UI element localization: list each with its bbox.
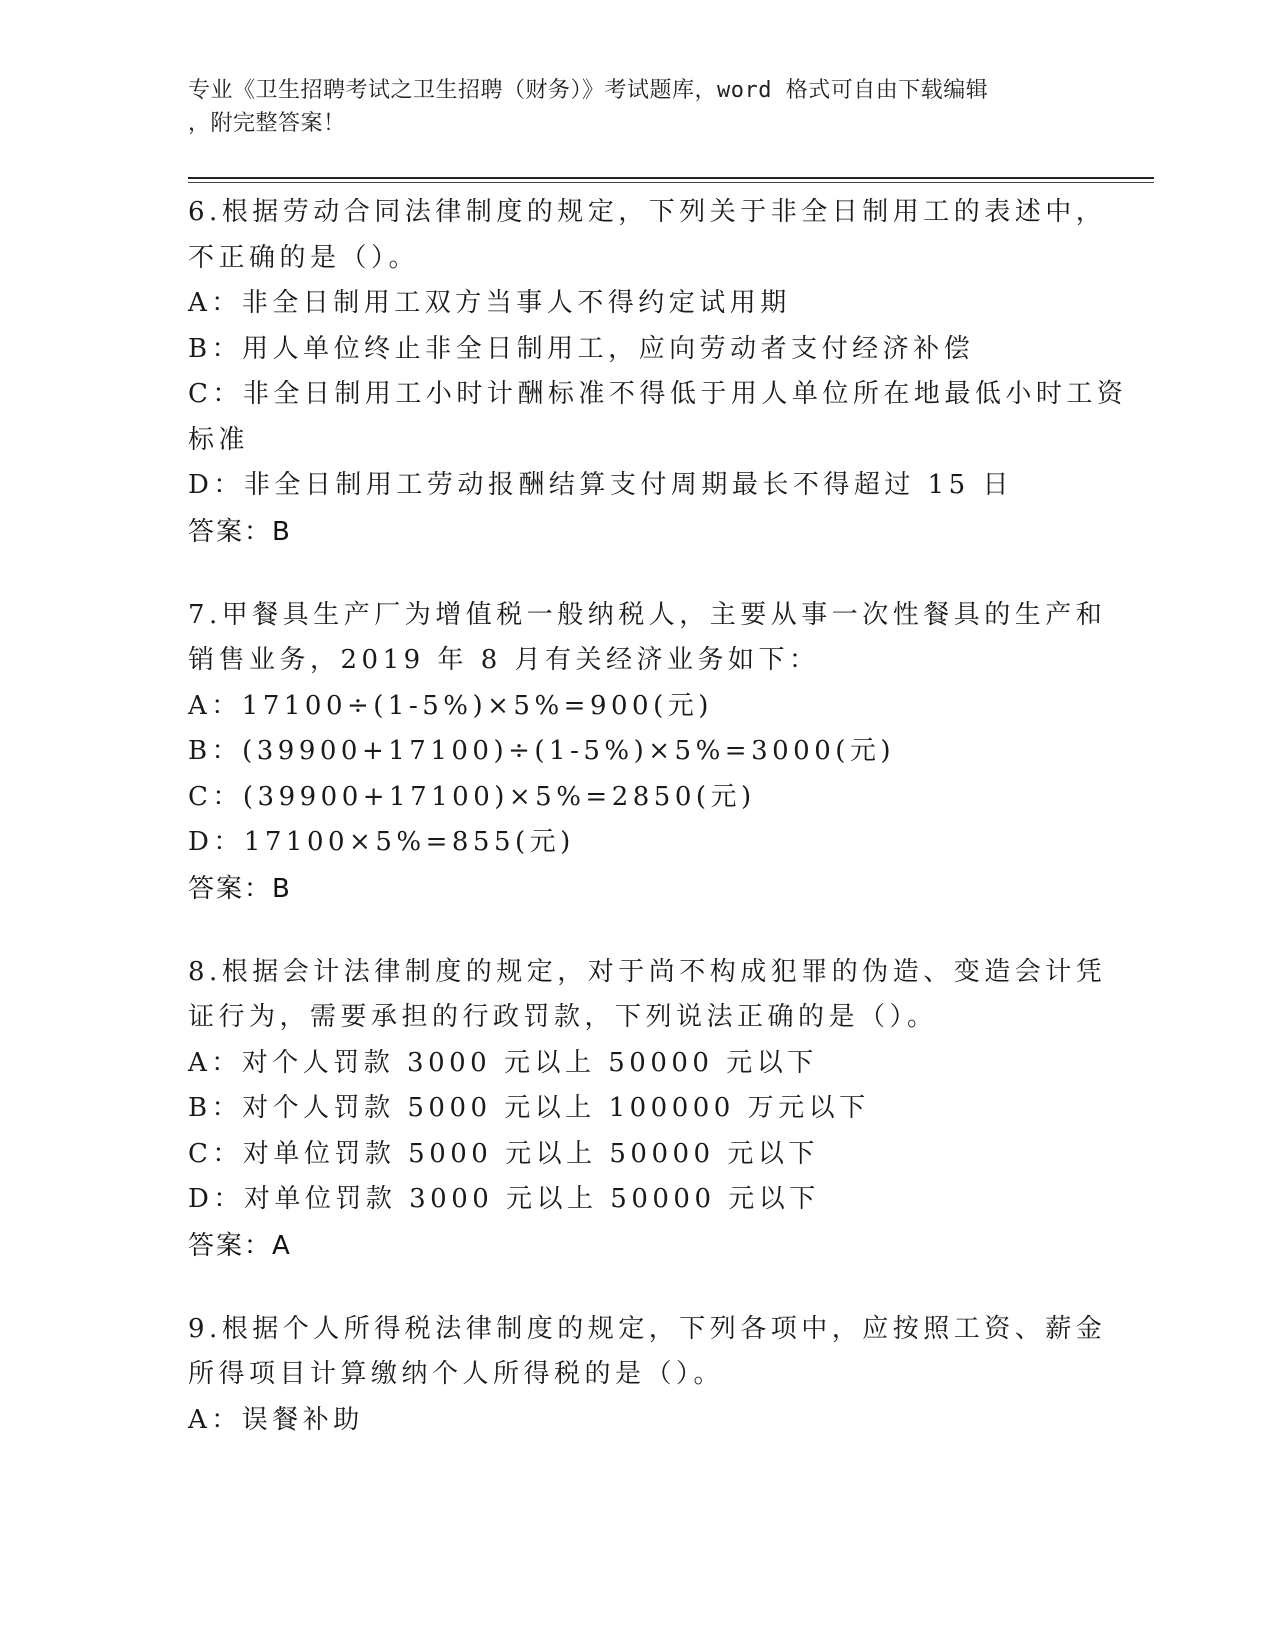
question-stem: 7.甲餐具生产厂为增值税一般纳税人，主要从事一次性餐具的生产和 [188, 599, 1107, 630]
question-6 [188, 190, 1128, 555]
option-d: D：17100×5%=855(元) [188, 827, 575, 857]
header-divider-thin [188, 182, 1154, 183]
option-d: D：对单位罚款 3000 元以上 50000 元以下 [188, 1184, 820, 1214]
question-stem: 销售业务，2019 年 8 月有关经济业务如下： [188, 645, 820, 675]
option-b: B：(39900+17100)÷(1-5%)×5%=3000(元) [188, 736, 896, 766]
option-a: A：17100÷(1-5%)×5%=900(元) [188, 690, 713, 721]
question-stem: 6.根据劳动合同法律制度的规定，下列关于非全日制用工的表述中， [188, 197, 1107, 227]
option-c: C：(39900+17100)×5%=2850(元) [188, 781, 756, 812]
question-stem: 证行为，需要承担的行政罚款，下列说法正确的是（）。 [188, 1002, 938, 1032]
option-a: A：非全日制用工双方当事人不得约定试用期 [188, 288, 791, 318]
answer-label: 答案：B [188, 873, 292, 904]
answer-label: 答案：B [188, 516, 292, 547]
question-stem: 8.根据会计法律制度的规定，对于尚不构成犯罪的伪造、变造会计凭 [188, 956, 1107, 987]
question-stem: 不正确的是（）。 [188, 242, 420, 273]
option-d: D：非全日制用工劳动报酬结算支付周期最长不得超过 15 日 [188, 470, 1013, 500]
answer-label: 答案：A [188, 1230, 292, 1261]
header-line-2: ，附完整答案！ [188, 111, 346, 136]
option-c: C：对单位罚款 5000 元以上 50000 元以下 [188, 1138, 819, 1169]
header-divider-thick [188, 177, 1154, 179]
question-9 [188, 1307, 1107, 1444]
document-header [188, 74, 1068, 140]
header-line-1: 专业《卫生招聘考试之卫生招聘（财务）》考试题库，word 格式可自由下载编辑 [188, 78, 989, 103]
question-stem: 9.根据个人所得税法律制度的规定，下列各项中，应按照工资、薪金 [188, 1313, 1107, 1344]
option-c: C：非全日制用工小时计酬标准不得低于用人单位所在地最低小时工资 [188, 379, 1128, 409]
option-c-continued: 标准 [188, 424, 250, 455]
question-stem: 所得项目计算缴纳个人所得税的是（）。 [188, 1359, 725, 1389]
question-8 [188, 950, 1107, 1269]
option-b: B：用人单位终止非全日制用工，应向劳动者支付经济补偿 [188, 333, 975, 364]
option-a: A：对个人罚款 3000 元以上 50000 元以下 [188, 1047, 818, 1078]
question-7 [188, 593, 1107, 912]
option-b: B：对个人罚款 5000 元以上 100000 万元以下 [188, 1093, 870, 1123]
option-a: A：误餐补助 [188, 1404, 364, 1435]
question-list [188, 190, 1128, 1481]
